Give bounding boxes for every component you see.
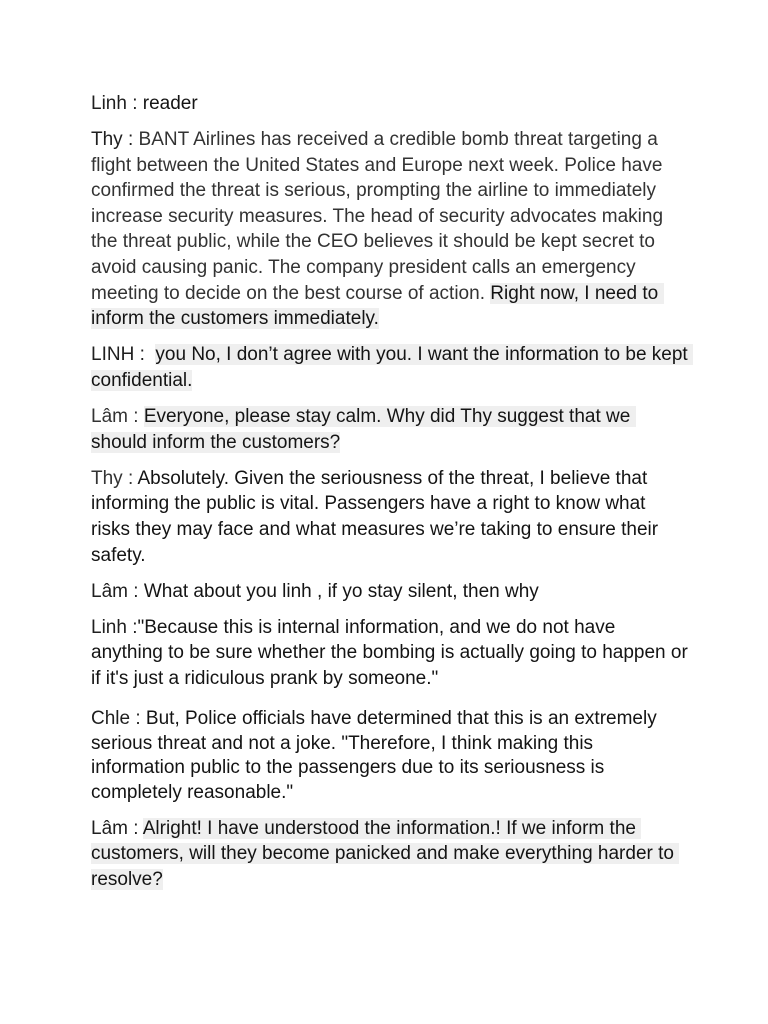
speaker-label: Thy : — [91, 467, 138, 489]
speaker-label: LINH : — [91, 344, 156, 366]
paragraph-text: reader — [142, 93, 198, 114]
paragraph-text: But, Police officials have determined that this is an extremely serious threat and not a joke. "Therefore, I think making this information public to the passengers due to its seriousness is completely reasonable." — [91, 708, 662, 803]
speaker-label: Lâm : — [91, 406, 144, 428]
speaker-label: Lâm : — [91, 817, 143, 839]
paragraph-thy-intro — [91, 127, 688, 332]
highlighted-text: Everyone, please stay calm. Why did Thy suggest that we should inform the customers? — [91, 406, 636, 453]
speaker-label: Linh : — [91, 93, 143, 114]
paragraph-linh-disagree — [91, 342, 693, 393]
paragraph-thy-absolutely — [91, 466, 688, 568]
paragraph-text: What about you linh , if yo stay silent, then why — [143, 580, 539, 602]
paragraph-linh-because — [91, 615, 694, 692]
paragraph-lam-question — [91, 579, 688, 605]
highlighted-text: Right now, I need to inform the customers immediately. — [91, 282, 664, 330]
paragraph-lam-calm — [91, 404, 688, 455]
paragraph-lam-alright — [91, 816, 688, 893]
paragraph-text: BANT Airlines has received a credible bomb threat targeting a flight between the United States and Europe next week. Police have confirmed the threat is serious, prompting the airline to immediately increase security measures. The head of security advocates making the threat public, while the CEO believes it should be kept secret to avoid causing panic. The company president calls an emergency meeting to decide on the best course of action. — [91, 129, 669, 304]
paragraph-text: "Because this is internal information, and we do not have anything to be sure whether the bombing is actually going to happen or if it's just a ridiculous prank by someone." — [91, 616, 694, 689]
speaker-label: Thy : — [91, 129, 139, 151]
highlighted-text: Alright! I have understood the information.! If we inform the customers, will they become panicked and make everything harder to resolve? — [91, 817, 680, 890]
paragraph-linh-reader — [91, 91, 688, 117]
paragraph-chle-but — [91, 707, 688, 805]
highlighted-text: you No, I don’t agree with you. I want the information to be kept confidential. — [91, 344, 693, 391]
speaker-label: Linh : — [91, 616, 138, 638]
paragraph-text: Absolutely. Given the seriousness of the threat, I believe that informing the public is vital. Passengers have a right to know what risks they may face and what measures we’re taking to ensure their safety. — [91, 467, 664, 566]
speaker-label: Chle : — [91, 708, 146, 730]
speaker-label: Lâm : — [91, 580, 144, 602]
